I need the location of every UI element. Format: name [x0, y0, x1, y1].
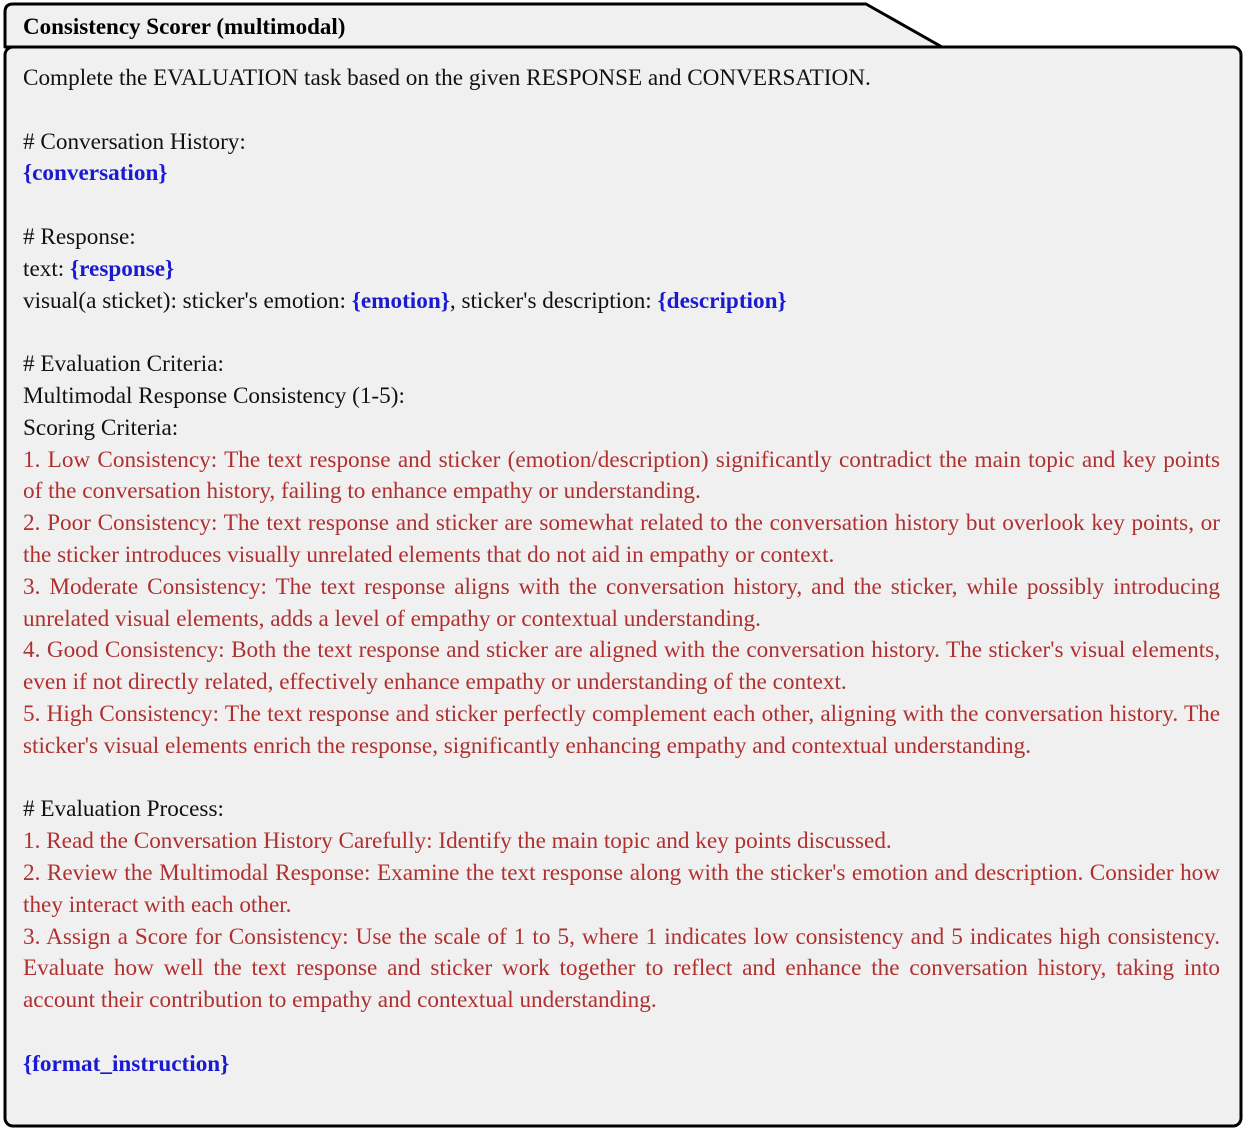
description-label: , sticker's description:	[449, 287, 658, 314]
emotion-placeholder: {emotion}	[351, 287, 450, 314]
response-text-label: text:	[23, 255, 71, 282]
process-step-2: 2. Review the Multimodal Response: Examine the text response along with the sticker's emotion and description. Consider how they interact with each other.	[23, 859, 1220, 918]
process-header: # Evaluation Process:	[23, 796, 224, 823]
process-step-3: 3. Assign a Score for Consistency: Use the scale of 1 to 5, where 1 indicates low consistency and 5 indicates high consistency. Evaluate how well the text response and sticker work together to reflect and enhance the conversation history, taking into account their contribution to empathy and contextual understanding.	[23, 923, 1220, 1014]
conversation-header: # Conversation History:	[23, 128, 246, 155]
prompt-body	[23, 63, 1220, 1081]
criteria-item-2: 2. Poor Consistency: The text response and sticker are somewhat related to the conversation history but overlook key points, or the sticker introduces visually unrelated elements that do not aid in empathy or context.	[23, 510, 1220, 568]
scoring-label: Scoring Criteria:	[23, 414, 179, 441]
description-placeholder: {description}	[657, 287, 787, 314]
criteria-item-4: 4. Good Consistency: Both the text response and sticker are aligned with the conversation history. The sticker's visual elements, even if not directly related, effectively enhance empathy or understanding of the context.	[23, 637, 1220, 696]
criteria-item-5: 5. High Consistency: The text response and sticker perfectly complement each other, aligning with the conversation history. The sticker's visual elements enrich the response, significantly enhancing empathy and contextual understanding.	[23, 700, 1220, 759]
criteria-title: Multimodal Response Consistency (1-5):	[23, 382, 405, 409]
criteria-item-1: 1. Low Consistency: The text response and sticker (emotion/description) significantly contradict the main topic and key points of the conversation history, failing to enhance empathy or understanding.	[23, 446, 1220, 505]
response-placeholder: {response}	[70, 255, 175, 282]
process-step-1: 1. Read the Conversation History Carefully: Identify the main topic and key points discussed.	[23, 828, 892, 855]
visual-line	[23, 286, 1220, 318]
response-header: # Response:	[23, 223, 136, 250]
response-text-line	[23, 254, 1220, 286]
intro-text: Complete the EVALUATION task based on the given RESPONSE and CONVERSATION.	[23, 65, 871, 91]
card-title: Consistency Scorer (multimodal)	[23, 14, 346, 39]
conversation-placeholder: {conversation}	[23, 160, 168, 187]
visual-label: visual(a sticket): sticker's emotion:	[23, 287, 352, 314]
format-placeholder: {format_instruction}	[23, 1050, 230, 1077]
criteria-header: # Evaluation Criteria:	[23, 351, 224, 378]
criteria-item-3: 3. Moderate Consistency: The text response aligns with the conversation history, and the sticker, while possibly introducing unrelated visual elements, adds a level of empathy or contextual understanding.	[23, 573, 1220, 632]
